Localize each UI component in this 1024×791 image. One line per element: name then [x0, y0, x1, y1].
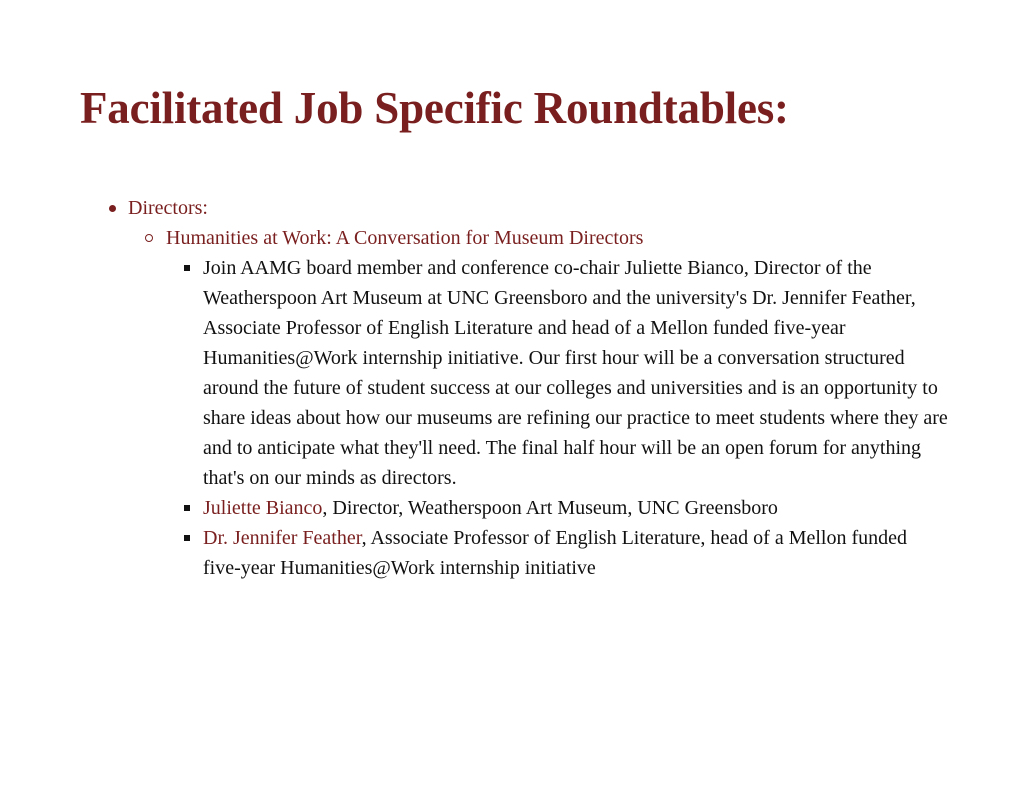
disc-bullet-icon [109, 205, 116, 212]
list-item-session [166, 223, 948, 583]
list-item-speaker [203, 493, 948, 523]
speaker-name-link[interactable]: Dr. Jennifer Feather [203, 527, 362, 549]
session-list [128, 223, 948, 583]
list-item-speaker [203, 523, 948, 583]
speaker-name-link[interactable]: Juliette Bianco [203, 497, 323, 519]
directors-link[interactable]: Directors: [128, 197, 208, 219]
session-details-list [166, 253, 948, 583]
speaker-detail: , Associate Professor of English Literature, head of a Mellon funded five-year Humanities@Work internship initiative [203, 527, 908, 579]
speaker-detail: , Director, Weatherspoon Art Museum, UNC Greensboro [322, 497, 778, 519]
page-title: Facilitated Job Specific Roundtables: [80, 83, 789, 133]
circle-bullet-icon [145, 234, 153, 242]
square-bullet-icon [184, 265, 190, 271]
square-bullet-icon [184, 505, 190, 511]
square-bullet-icon [184, 535, 190, 541]
session-description: Join AAMG board member and conference co-chair Juliette Bianco, Director of the Weatherspoon Art Museum at UNC Greensboro and the university's Dr. Jennifer Feather, Associate Professor of English Literature and head of a Mellon funded five-year Humanities@Work internship initiative. Our first hour will be a conversation structured around the future of student success at our colleges and universities and is an opportunity to share ideas about how our museums are refining our practice to meet students where they are and to anticipate what they'll need. The final half hour will be an open forum for anything that's on our minds as directors. [203, 257, 948, 489]
list-item-directors [128, 193, 948, 583]
roundtable-list [128, 193, 948, 583]
list-item-description [203, 253, 948, 493]
session-title-link[interactable]: Humanities at Work: A Conversation for Museum Directors [166, 227, 644, 249]
